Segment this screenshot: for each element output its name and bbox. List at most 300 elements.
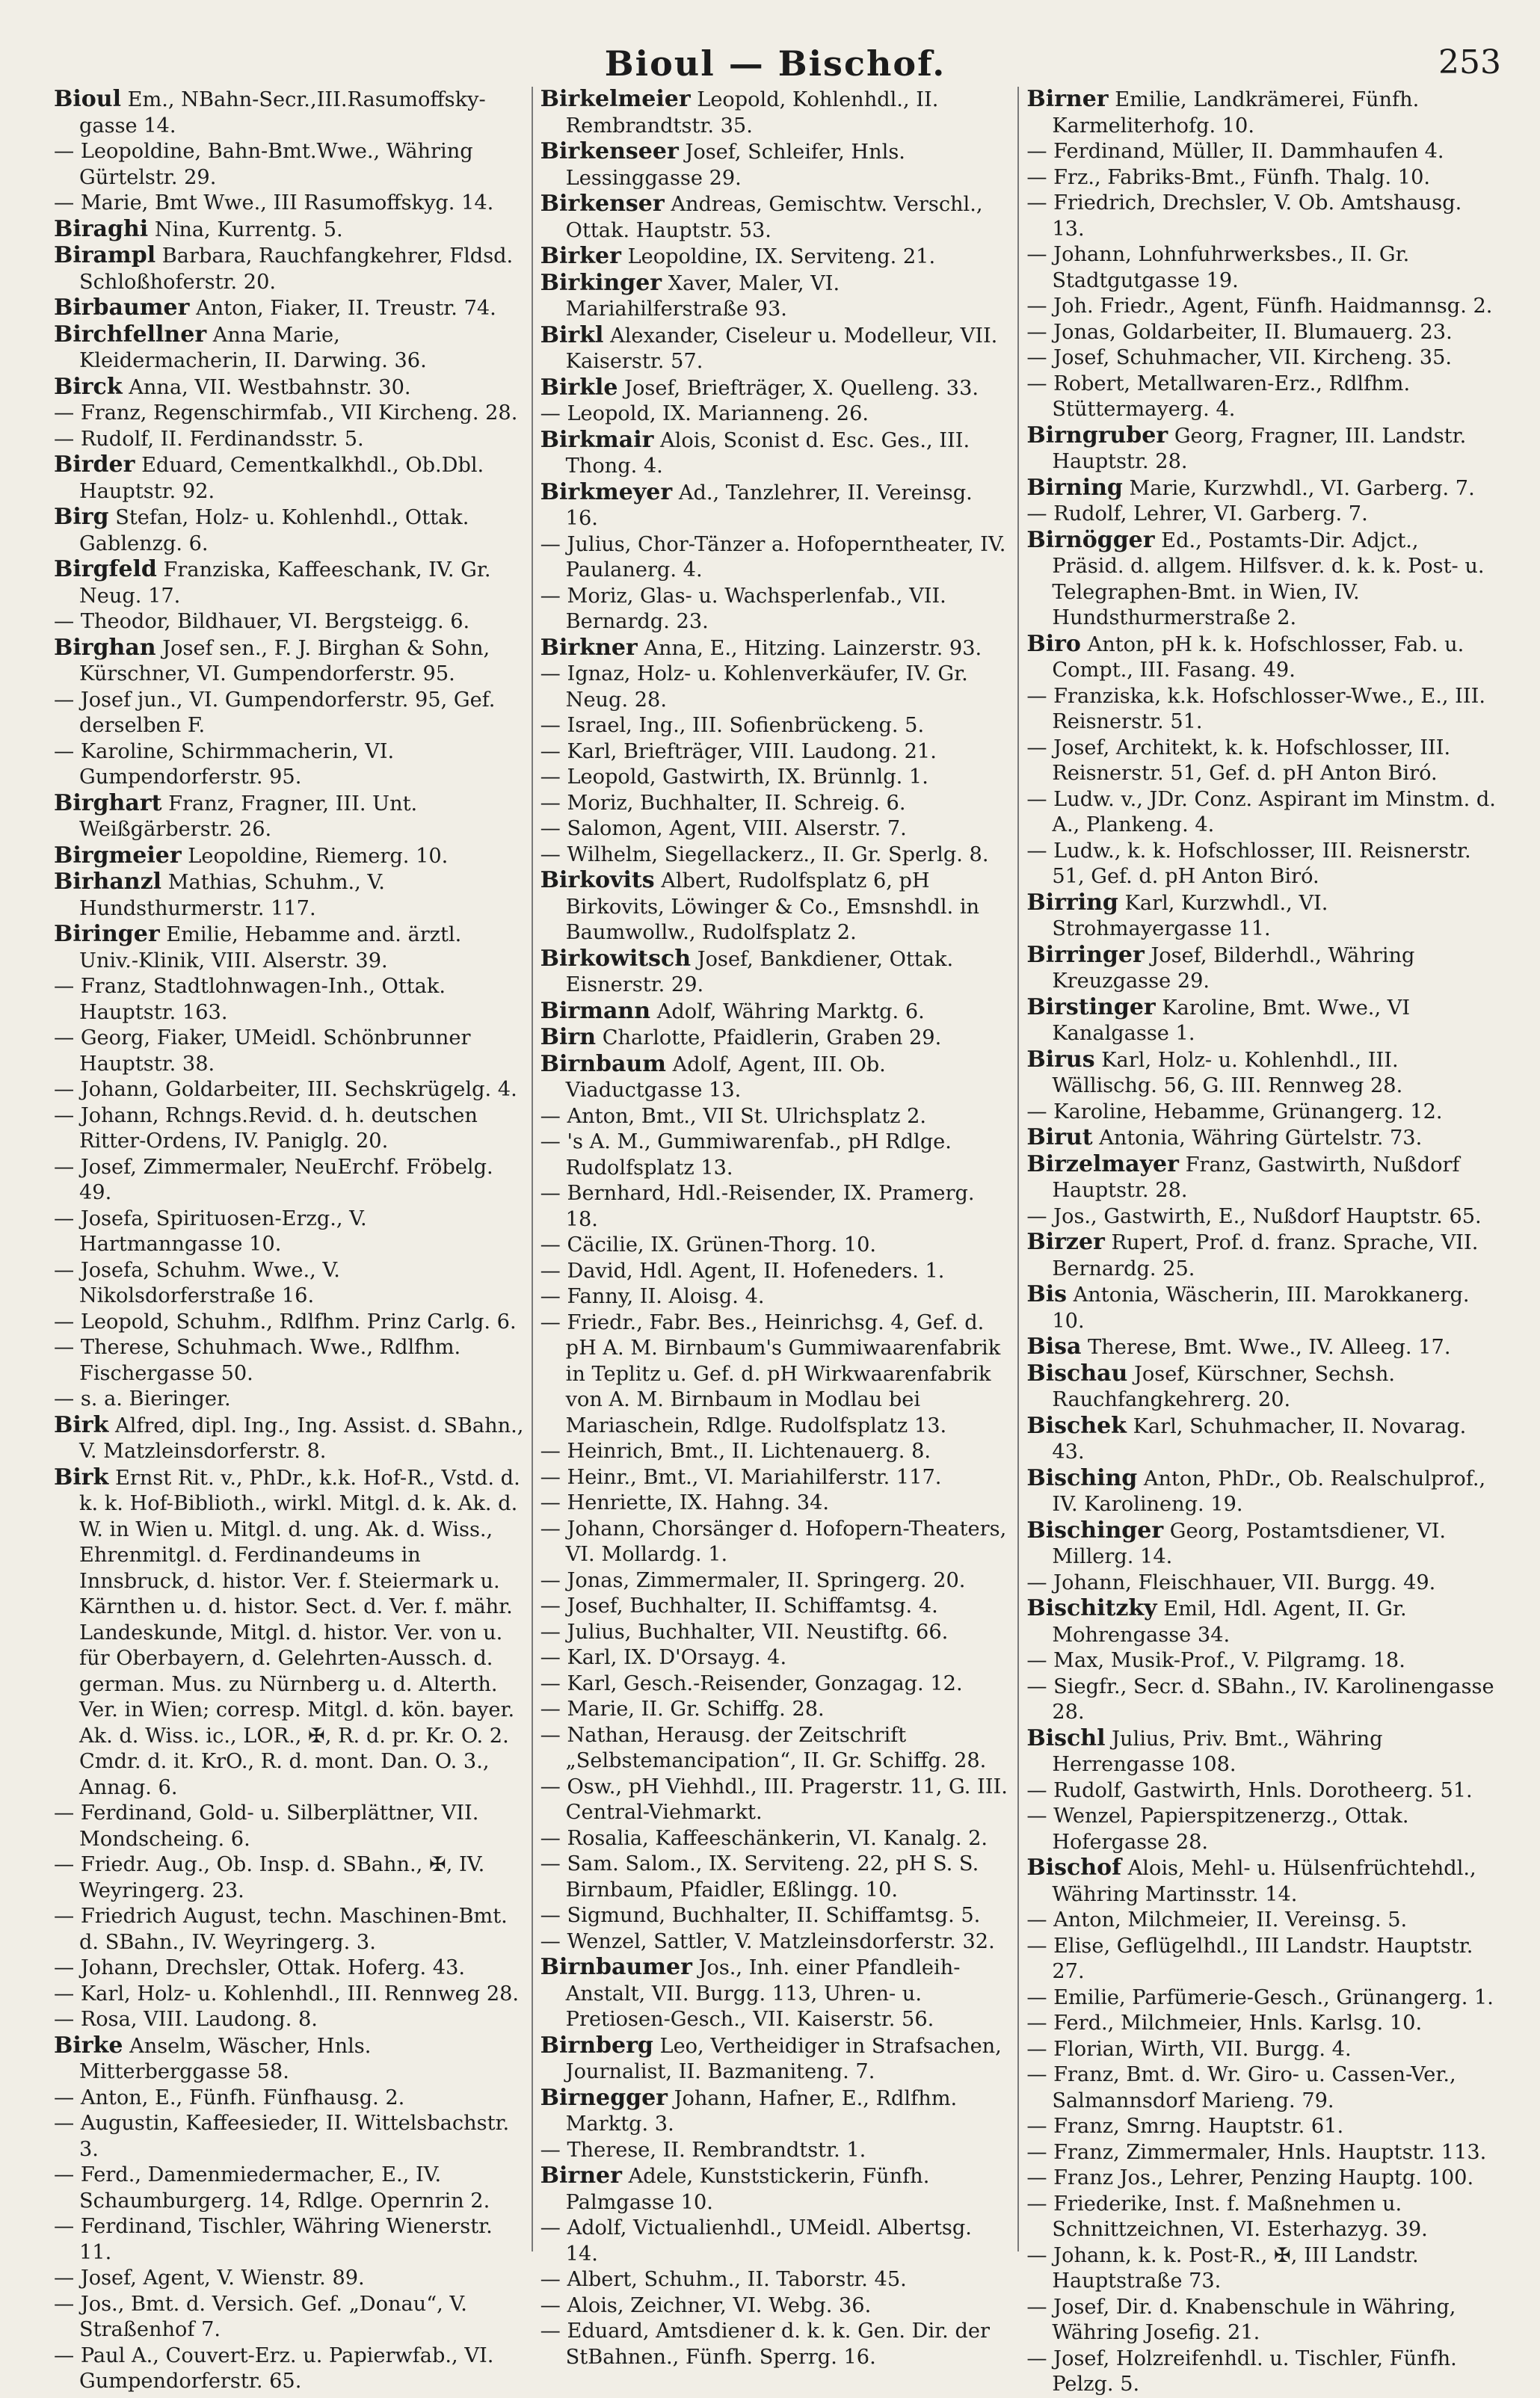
directory-entry bbox=[54, 1310, 524, 1336]
entry-text: — Josef, Buchhalter, II. Schiffamtsg. 4. bbox=[540, 1594, 938, 1618]
entry-text: — Bernhard, Hdl.-Reisender, IX. Pramerg. 18. bbox=[540, 1182, 975, 1231]
entry-text: — 's A. M., Gummiwarenfab., pH Rdlge. Rudolfsplatz 13. bbox=[540, 1130, 952, 1180]
directory-entry bbox=[1026, 684, 1497, 736]
entry-surname: Birchfellner bbox=[54, 321, 207, 348]
entry-text: — Siegfr., Secr. d. SBahn., IV. Karolinengasse 28. bbox=[1026, 1674, 1494, 1724]
directory-entry bbox=[540, 1310, 1011, 1440]
directory-entry bbox=[540, 87, 1011, 139]
entry-text: — Marie, II. Gr. Schiffg. 28. bbox=[540, 1698, 825, 1721]
entry-text: — Julius, Chor-Tänzer a. Hofoperntheater, IV. Paulanerg. 4. bbox=[540, 532, 1006, 582]
entry-surname: Birringer bbox=[1026, 941, 1145, 968]
entry-text: — Fanny, II. Aloisg. 4. bbox=[540, 1285, 765, 1308]
entry-text: Josef sen., F. J. Birghan & Sohn, Kürschner, VI. Gumpendorferstr. 95. bbox=[79, 636, 490, 685]
directory-entry bbox=[1026, 1934, 1497, 1985]
entry-surname: Birngruber bbox=[1026, 422, 1168, 449]
entry-text: Anton, Fiaker, II. Treustr. 74. bbox=[189, 297, 496, 320]
entry-surname: Bischof bbox=[1026, 1855, 1121, 1881]
directory-entry bbox=[1026, 1855, 1497, 1908]
directory-entry bbox=[54, 869, 524, 922]
entry-surname: Birn bbox=[540, 1024, 597, 1050]
entry-text: — Friedrich August, techn. Maschinen-Bmt. d. SBahn., IV. Weyringerg. 3. bbox=[54, 1905, 508, 1954]
entry-text: — Moriz, Glas- u. Wachsperlenfab., VII. Bernardg. 23. bbox=[540, 584, 946, 633]
directory-entry bbox=[54, 791, 524, 843]
directory-entry bbox=[1026, 995, 1497, 1047]
entry-surname: Birkovits bbox=[540, 867, 655, 893]
entry-text: — Ignaz, Holz- u. Kohlenverkäufer, IV. Gr. Neug. 28. bbox=[540, 662, 968, 712]
directory-entry bbox=[1026, 2346, 1497, 2398]
directory-entry bbox=[540, 532, 1011, 584]
entry-text: — Israel, Ing., III. Sofienbrückeng. 5. bbox=[540, 714, 925, 737]
directory-entry bbox=[1026, 242, 1497, 294]
directory-entry bbox=[54, 1852, 524, 1904]
entry-surname: Birampl bbox=[54, 242, 156, 268]
entry-text: — Karl, Gesch.-Reisender, Gonzagag. 12. bbox=[540, 1671, 963, 1695]
entry-text: — Rudolf, Lehrer, VI. Garberg. 7. bbox=[1026, 502, 1368, 525]
entry-text: Anna, VII. Westbahnstr. 30. bbox=[122, 375, 411, 399]
directory-entry bbox=[540, 1826, 1011, 1852]
directory-entry bbox=[540, 401, 1011, 428]
entry-text: Josef, Bankdiener, Ottak. Eisnerstr. 29. bbox=[565, 947, 954, 996]
directory-entry bbox=[54, 2343, 524, 2395]
directory-entry bbox=[1026, 632, 1497, 684]
directory-entry bbox=[54, 1413, 524, 1465]
entry-text: — Georg, Fiaker, UMeidl. Schönbrunner Hauptstr. 38. bbox=[54, 1026, 471, 1076]
directory-entry bbox=[1026, 1908, 1497, 1934]
entry-text: — Cäcilie, IX. Grünen-Thorg. 10. bbox=[540, 1233, 877, 1257]
entry-text: — Elise, Geflügelhdl., III Landstr. Hauptstr. 27. bbox=[1026, 1934, 1473, 1983]
directory-entry bbox=[540, 1104, 1011, 1130]
entry-text: — Alois, Zeichner, VI. Webg. 36. bbox=[540, 2293, 872, 2317]
columns bbox=[46, 86, 1504, 2396]
entry-text: — Johann, Rchngs.Revid. d. h. deutschen Ritter-Ordens, IV. Paniglg. 20. bbox=[54, 1103, 478, 1153]
directory-entry bbox=[1026, 2011, 1497, 2037]
entry-text: Charlotte, Pfaidlerin, Graben 29. bbox=[596, 1026, 942, 1049]
directory-entry bbox=[1026, 528, 1497, 632]
directory-entry bbox=[540, 139, 1011, 191]
entry-text: — Rudolf, Gastwirth, Hnls. Dorotheerg. 51. bbox=[1026, 1778, 1473, 1802]
entry-text: Julius, Priv. Bmt., Währing Herrengasse 108. bbox=[1052, 1727, 1383, 1776]
directory-entry bbox=[1026, 87, 1497, 139]
entry-text: — Leopoldine, Bahn-Bmt.Wwe., Währing Gürtelstr. 29. bbox=[54, 140, 473, 189]
directory-entry bbox=[540, 2086, 1011, 2138]
entry-text: — Osw., pH Viehhdl., III. Pragerstr. 11, G. III. Central-Viehmarkt. bbox=[540, 1775, 1008, 1824]
entry-text: — Joh. Friedr., Agent, Fünfh. Haidmannsg. 2. bbox=[1026, 295, 1493, 318]
entry-text: Xaver, Maler, VI. Mariahilferstraße 93. bbox=[565, 271, 840, 321]
entry-text: — Heinrich, Bmt., II. Lichtenauerg. 8. bbox=[540, 1440, 931, 1463]
directory-entry bbox=[1026, 2140, 1497, 2166]
directory-entry bbox=[54, 1206, 524, 1258]
directory-entry bbox=[1026, 2295, 1497, 2346]
directory-entry bbox=[540, 1955, 1011, 2033]
entry-text: Franziska, Kaffeeschank, IV. Gr. Neug. 17. bbox=[79, 558, 491, 608]
entry-surname: Birnbaumer bbox=[540, 1954, 692, 1980]
entry-text: — Max, Musik-Prof., V. Pilgramg. 18. bbox=[1026, 1649, 1405, 1672]
entry-text: — Josef, Agent, V. Wienstr. 89. bbox=[54, 2266, 365, 2290]
directory-entry bbox=[540, 1284, 1011, 1310]
directory-entry bbox=[540, 480, 1011, 532]
entry-surname: Birnberg bbox=[540, 2032, 653, 2059]
entry-surname: Birning bbox=[1026, 474, 1123, 501]
entry-text: Em., NBahn-Secr.,III.Rasumoffsky-gasse 14. bbox=[79, 88, 486, 138]
entry-text: — Josefa, Spirituosen-Erzg., V. Hartmanngasse 10. bbox=[54, 1206, 367, 1256]
entry-text: — Franz, Bmt. d. Wr. Giro- u. Cassen-Ver., Salmannsdorf Marieng. 79. bbox=[1026, 2063, 1456, 2112]
entry-text: Adele, Kunststickerin, Fünfh. Palmgasse 10. bbox=[565, 2165, 930, 2214]
entry-surname: Biro bbox=[1026, 630, 1081, 657]
entry-surname: Birck bbox=[54, 373, 123, 400]
entry-surname: Birkmair bbox=[540, 426, 654, 453]
directory-entry bbox=[540, 635, 1011, 662]
directory-entry bbox=[540, 713, 1011, 739]
entry-text: — Ferd., Milchmeier, Hnls. Karlsg. 10. bbox=[1026, 2012, 1423, 2035]
entry-text: — Julius, Buchhalter, VII. Neustiftg. 66. bbox=[540, 1620, 949, 1644]
entry-surname: Birgmeier bbox=[54, 842, 182, 869]
directory-entry bbox=[54, 2007, 524, 2033]
entry-text: Antonia, Wäscherin, III. Marokkanerg. 10. bbox=[1052, 1283, 1470, 1333]
directory-entry bbox=[1026, 1100, 1497, 1126]
entry-text: Stefan, Holz- u. Kohlenhdl., Ottak. Gablenzg. 6. bbox=[79, 506, 469, 555]
directory-entry bbox=[1026, 1230, 1497, 1282]
entry-text: Karl, Holz- u. Kohlenhdl., III. Wällischg. 56, G. III. Rennweg 28. bbox=[1052, 1048, 1403, 1097]
directory-entry bbox=[54, 1982, 524, 2008]
entry-text: — Jos., Gastwirth, E., Nußdorf Hauptstr. 65. bbox=[1026, 1204, 1482, 1228]
entry-text: Emilie, Hebamme and. ärztl. Univ.-Klinik, VIII. Alserstr. 39. bbox=[79, 923, 462, 973]
directory-entry bbox=[54, 1955, 524, 1982]
directory-entry bbox=[1026, 1674, 1497, 1726]
directory-entry bbox=[54, 375, 524, 401]
directory-entry bbox=[1026, 1518, 1497, 1571]
entry-text: — Jonas, Zimmermaler, II. Springerg. 20. bbox=[540, 1568, 966, 1592]
directory-entry bbox=[540, 662, 1011, 713]
entry-text: — Salomon, Agent, VIII. Alserstr. 7. bbox=[540, 817, 907, 840]
directory-entry bbox=[54, 922, 524, 974]
entry-text: Mathias, Schuhm., V. Hundsthurmerstr. 117. bbox=[79, 871, 385, 920]
entry-text: — Anton, E., Fünfh. Fünfhausg. 2. bbox=[54, 2086, 405, 2109]
directory-entry bbox=[54, 635, 524, 688]
entry-surname: Birk bbox=[54, 1464, 109, 1491]
entry-surname: Birzelmayer bbox=[1026, 1150, 1179, 1177]
entry-text: Alois, Sconist d. Esc. Ges., III. Thong. 4. bbox=[565, 428, 970, 478]
entry-surname: Birkenser bbox=[540, 191, 665, 217]
entry-text: Georg, Fragner, III. Landstr. Hauptstr. 28. bbox=[1052, 424, 1467, 473]
entry-text: — Florian, Wirth, VII. Burgg. 4. bbox=[1026, 2037, 1352, 2061]
directory-entry bbox=[1026, 165, 1497, 191]
directory-entry bbox=[1026, 2166, 1497, 2192]
entry-text: — Emilie, Parfümerie-Gesch., Grünangerg. 1. bbox=[1026, 1985, 1494, 2009]
entry-surname: Birke bbox=[54, 2032, 123, 2059]
entry-text: Anton, PhDr., Ob. Realschulprof., IV. Karolineng. 19. bbox=[1052, 1467, 1486, 1516]
directory-entry bbox=[1026, 943, 1497, 995]
entry-surname: Bisa bbox=[1026, 1334, 1082, 1360]
entry-text: Franz, Fragner, III. Unt. Weißgärberstr. 26. bbox=[79, 792, 418, 841]
directory-entry bbox=[1026, 294, 1497, 320]
entry-text: — Franz, Regenschirmfab., VII Kircheng. 28. bbox=[54, 401, 518, 425]
directory-entry bbox=[1026, 736, 1497, 787]
entry-surname: Birstinger bbox=[1026, 993, 1156, 1020]
entry-text: — Ferdinand, Tischler, Währing Wienerstr. 11. bbox=[54, 2215, 493, 2264]
entry-text: — Johann, Chorsänger d. Hofopern-Theaters, VI. Mollardg. 1. bbox=[540, 1517, 1007, 1566]
directory-entry bbox=[540, 244, 1011, 271]
entry-text: Josef, Briefträger, X. Quelleng. 33. bbox=[617, 376, 979, 400]
directory-entry bbox=[54, 1904, 524, 1955]
page-number: 253 bbox=[1438, 43, 1501, 81]
entry-text: — Wenzel, Sattler, V. Matzleinsdorferstr. 32. bbox=[540, 1929, 995, 1953]
entry-text: — Ludw., k. k. Hofschlosser, III. Reisnerstr. 51, Gef. d. pH Anton Biró. bbox=[1026, 839, 1471, 888]
directory-entry bbox=[54, 1155, 524, 1206]
entry-text: Josef, Bilderhdl., Währing Kreuzgasse 29. bbox=[1052, 943, 1415, 993]
directory-entry bbox=[1026, 1361, 1497, 1414]
entry-text: — Karl, IX. D'Orsayg. 4. bbox=[540, 1646, 787, 1669]
directory-entry bbox=[54, 2111, 524, 2163]
directory-entry bbox=[540, 1233, 1011, 1259]
directory-entry bbox=[54, 2266, 524, 2292]
directory-entry bbox=[54, 191, 524, 217]
entry-surname: Birghart bbox=[54, 789, 162, 816]
directory-entry bbox=[540, 428, 1011, 480]
directory-entry bbox=[1026, 2114, 1497, 2140]
directory-entry bbox=[1026, 1125, 1497, 1152]
directory-entry bbox=[54, 401, 524, 427]
directory-entry bbox=[540, 271, 1011, 323]
entry-surname: Birbaumer bbox=[54, 295, 190, 321]
directory-entry bbox=[540, 1491, 1011, 1517]
entry-surname: Birnbaum bbox=[540, 1050, 667, 1077]
directory-entry bbox=[540, 2319, 1011, 2370]
entry-text: — Franz, Zimmermaler, Hnls. Hauptstr. 113. bbox=[1026, 2140, 1487, 2164]
entry-text: — David, Hdl. Agent, II. Hofeneders. 1. bbox=[540, 1259, 945, 1283]
entry-text: — Karl, Holz- u. Kohlenhdl., III. Rennweg 28. bbox=[54, 1982, 520, 2006]
entry-text: — Theodor, Bildhauer, VI. Bergsteigg. 6. bbox=[54, 610, 470, 633]
directory-entry bbox=[1026, 1334, 1497, 1361]
entry-text: Eduard, Cementkalkhdl., Ob.Dbl. Hauptstr. 92. bbox=[79, 454, 484, 503]
entry-text: — Johann, Goldarbeiter, III. Sechskrügelg. 4. bbox=[54, 1078, 517, 1101]
directory-entry bbox=[1026, 2037, 1497, 2063]
directory-entry bbox=[540, 1775, 1011, 1826]
directory-entry bbox=[54, 1335, 524, 1387]
entry-surname: Birkl bbox=[540, 321, 604, 348]
directory-entry bbox=[1026, 475, 1497, 502]
entry-text: — Johann, k. k. Post-R., ✠, III Landstr. Hauptstraße 73. bbox=[1026, 2243, 1419, 2293]
entry-surname: Birner bbox=[1026, 86, 1109, 112]
entry-surname: Birk bbox=[54, 1411, 109, 1438]
directory-entry bbox=[540, 1568, 1011, 1594]
entry-text: — Friedr. Aug., Ob. Insp. d. SBahn., ✠, IV. Weyringerg. 23. bbox=[54, 1853, 485, 1902]
entry-text: Anna, E., Hitzing. Lainzerstr. 93. bbox=[637, 636, 982, 660]
entry-surname: Birkner bbox=[540, 634, 638, 661]
entry-text: — Ferdinand, Gold- u. Silberplättner, VII. Mondscheing. 6. bbox=[54, 1801, 479, 1851]
entry-text: — Johann, Fleischhauer, VII. Burgg. 49. bbox=[1026, 1571, 1436, 1594]
entry-text: — Robert, Metallwaren-Erz., Rdlfhm. Stüttermayerg. 4. bbox=[1026, 372, 1411, 421]
entry-surname: Birkle bbox=[540, 374, 618, 401]
directory-entry bbox=[540, 1620, 1011, 1646]
entry-text: — Karoline, Hebamme, Grünangerg. 12. bbox=[1026, 1100, 1443, 1124]
entry-text: — s. a. Bieringer. bbox=[54, 1387, 231, 1411]
entry-text: Andreas, Gemischtw. Verschl., Ottak. Hauptstr. 53. bbox=[565, 193, 983, 242]
entry-text: Karoline, Bmt. Wwe., VI Kanalgasse 1. bbox=[1052, 996, 1411, 1045]
directory-entry bbox=[540, 1052, 1011, 1104]
entry-text: — Johann, Drechsler, Ottak. Hoferg. 43. bbox=[54, 1956, 466, 1979]
directory-entry bbox=[54, 557, 524, 609]
entry-text: — Josefa, Schuhm. Wwe., V. Nikolsdorferstraße 16. bbox=[54, 1258, 340, 1307]
directory-entry bbox=[54, 427, 524, 453]
directory-entry bbox=[1026, 1466, 1497, 1518]
entry-surname: Bischinger bbox=[1026, 1517, 1164, 1544]
directory-entry bbox=[1026, 345, 1497, 372]
entry-text: — Eduard, Amtsdiener d. k. k. Gen. Dir. der StBahnen., Fünfh. Sperrg. 16. bbox=[540, 2320, 990, 2369]
directory-entry bbox=[54, 1026, 524, 1077]
entry-text: — Jos., Bmt. d. Versich. Gef. „Donau“, V. Straßenhof 7. bbox=[54, 2292, 467, 2341]
entry-text: — Jonas, Goldarbeiter, II. Blumauerg. 23. bbox=[1026, 320, 1453, 344]
entry-surname: Bischek bbox=[1026, 1412, 1127, 1439]
column-2 bbox=[532, 86, 1018, 2369]
directory-entry bbox=[540, 765, 1011, 791]
entry-surname: Birner bbox=[540, 2163, 622, 2189]
directory-entry bbox=[54, 2086, 524, 2112]
entry-text: — Friedr., Fabr. Bes., Heinrichsg. 4, Gef. d. pH A. M. Birnbaum's Gummiwaarenfabrik in Teplitz u. Gef. d. pH Wirkwaarenfabrik von A. M. Birnbaum in Modlau bei Mariaschein, Rdlge. Rudolfsplatz 13. bbox=[540, 1310, 1001, 1437]
directory-entry bbox=[54, 243, 524, 295]
directory-entry bbox=[1026, 2243, 1497, 2295]
directory-entry bbox=[540, 191, 1011, 244]
entry-text: Anselm, Wäscher, Hnls. Mitterberggasse 58. bbox=[79, 2034, 372, 2083]
entry-text: — Ferdinand, Müller, II. Dammhaufen 4. bbox=[1026, 140, 1444, 163]
directory-entry bbox=[540, 999, 1011, 1026]
directory-entry bbox=[54, 217, 524, 244]
entry-text: Nina, Kurrentg. 5. bbox=[148, 218, 343, 241]
entry-text: — Josef, Schuhmacher, VII. Kircheng. 35. bbox=[1026, 346, 1453, 369]
entry-text: — Josef, Holzreifenhdl. u. Tischler, Fünfh. Pelzg. 5. bbox=[1026, 2346, 1457, 2396]
entry-text: — Josef jun., VI. Gumpendorferstr. 95, Gef. derselben F. bbox=[54, 688, 496, 737]
directory-entry bbox=[1026, 1152, 1497, 1204]
entry-text: Ed., Postamts-Dir. Adjct., Präsid. d. allgem. Hilfsver. d. k. k. Post- u. Telegraphen-Bmt. in Wien, IV. Hundsthurmerstraße 2. bbox=[1052, 528, 1485, 629]
directory-entry bbox=[54, 1465, 524, 1801]
directory-entry bbox=[1026, 191, 1497, 242]
directory-entry bbox=[1026, 423, 1497, 475]
directory-entry bbox=[1026, 139, 1497, 165]
directory-entry bbox=[540, 1025, 1011, 1052]
entry-surname: Birgfeld bbox=[54, 556, 157, 582]
directory-entry bbox=[540, 584, 1011, 635]
directory-entry bbox=[1026, 1282, 1497, 1334]
entry-text: — Friederike, Inst. f. Maßnehmen u. Schnittzeichnen, VI. Esterhazyg. 39. bbox=[1026, 2192, 1428, 2241]
entry-text: Alexander, Ciseleur u. Modelleur, VII. Kaiserstr. 57. bbox=[565, 324, 998, 373]
directory-entry bbox=[540, 1697, 1011, 1723]
entry-surname: Birker bbox=[540, 243, 621, 269]
directory-entry bbox=[1026, 1985, 1497, 2012]
directory-entry bbox=[1026, 1804, 1497, 1855]
entry-surname: Bischau bbox=[1026, 1360, 1128, 1387]
entry-text: — Friedrich, Drechsler, V. Ob. Amtshausg. 13. bbox=[1026, 191, 1462, 241]
directory-entry bbox=[54, 688, 524, 739]
entry-text: — Josef, Architekt, k. k. Hofschlosser, III. Reisnerstr. 51, Gef. d. pH Anton Biró. bbox=[1026, 736, 1451, 785]
entry-surname: Bischitzky bbox=[1026, 1595, 1157, 1621]
entry-text: Emilie, Landkrämerei, Fünfh. Karmeliterhofg. 10. bbox=[1052, 88, 1420, 138]
entry-text: Josef, Schleifer, Hnls. Lessinggasse 29. bbox=[565, 141, 905, 190]
entry-text: Leopold, Kohlenhdl., II. Rembrandtstr. 35. bbox=[565, 88, 939, 138]
directory-entry bbox=[54, 2292, 524, 2343]
directory-entry bbox=[1026, 1414, 1497, 1466]
entry-text: Josef, Kürschner, Sechsh. Rauchfangkehrerg. 20. bbox=[1052, 1362, 1396, 1411]
entry-surname: Birg bbox=[54, 504, 109, 530]
entry-text: Anton, pH k. k. Hofschlosser, Fab. u. Compt., III. Fasang. 49. bbox=[1052, 632, 1464, 682]
entry-text: — Ludw. v., JDr. Conz. Aspirant im Minstm. d. A., Plankeng. 4. bbox=[1026, 787, 1496, 836]
directory-entry bbox=[54, 2033, 524, 2086]
directory-entry bbox=[540, 1439, 1011, 1465]
entry-text: — Augustin, Kaffeesieder, II. Wittelsbachstr. 3. bbox=[54, 2112, 510, 2161]
entry-text: Marie, Kurzwhdl., VI. Garberg. 7. bbox=[1122, 476, 1475, 500]
entry-text: — Karl, Briefträger, VIII. Laudong. 21. bbox=[540, 739, 937, 763]
directory-entry bbox=[1026, 1726, 1497, 1778]
directory-entry bbox=[540, 946, 1011, 999]
entry-text: — Josef, Zimmermaler, NeuErchf. Fröbelg. 49. bbox=[54, 1155, 493, 1204]
entry-text: Leopoldine, Riemerg. 10. bbox=[181, 844, 449, 868]
directory-entry bbox=[540, 2267, 1011, 2293]
page-title: Bioul — Bischof. bbox=[604, 43, 946, 84]
entry-text: — Franz, Smrng. Hauptstr. 61. bbox=[1026, 2115, 1344, 2138]
entry-surname: Bioul bbox=[54, 86, 121, 112]
entry-text: Georg, Postamtsdiener, VI. Millerg. 14. bbox=[1052, 1519, 1447, 1568]
entry-text: Anna Marie, Kleidermacherin, II. Darwing. 36. bbox=[79, 323, 427, 372]
entry-surname: Birnögger bbox=[1026, 526, 1155, 553]
entry-surname: Birut bbox=[1026, 1124, 1093, 1150]
entry-text: Franz, Gastwirth, Nußdorf Hauptstr. 28. bbox=[1052, 1153, 1460, 1202]
directory-entry bbox=[1026, 1571, 1497, 1597]
directory-entry bbox=[54, 1801, 524, 1852]
directory-entry bbox=[54, 843, 524, 870]
directory-entry bbox=[540, 1852, 1011, 1903]
directory-entry bbox=[540, 739, 1011, 765]
entry-text: — Paul A., Couvert-Erz. u. Papierwfab., VI. Gumpendorferstr. 65. bbox=[54, 2343, 494, 2393]
directory-entry bbox=[540, 1723, 1011, 1775]
entry-text: — Sigmund, Buchhalter, II. Schiffamtsg. 5. bbox=[540, 1904, 981, 1927]
entry-text: — Anton, Milchmeier, II. Vereinsg. 5. bbox=[1026, 1908, 1408, 1932]
entry-text: — Moriz, Buchhalter, II. Schreig. 6. bbox=[540, 791, 906, 815]
entry-text: — Rudolf, II. Ferdinandsstr. 5. bbox=[54, 427, 364, 451]
directory-entry bbox=[54, 139, 524, 191]
directory-entry bbox=[540, 2138, 1011, 2164]
entry-text: — Leopold, Gastwirth, IX. Brünnlg. 1. bbox=[540, 765, 928, 789]
entry-text: — Josef, Dir. d. Knabenschule in Währing, Währing Josefig. 21. bbox=[1026, 2295, 1456, 2344]
entry-text: Karl, Kurzwhdl., VI. Strohmayergasse 11. bbox=[1052, 891, 1328, 940]
directory-entry bbox=[54, 609, 524, 635]
directory-entry bbox=[54, 1103, 524, 1155]
entry-text: — Albert, Schuhm., II. Taborstr. 45. bbox=[540, 2268, 907, 2291]
column-3 bbox=[1017, 86, 1504, 2396]
directory-entry bbox=[540, 1465, 1011, 1491]
entry-surname: Birkmeyer bbox=[540, 478, 673, 505]
directory-entry bbox=[540, 2163, 1011, 2216]
entry-text: Ernst Rit. v., PhDr., k.k. Hof-R., Vstd. d. k. k. Hof-Biblioth., wirkl. Mitgl. d. k. Ak. d. W. in Wien u. Mitgl. d. ung. Ak. d. Wiss., Ehrenmitgl. d. Ferdinandeums in Innsbruck, d. histor. Ver. f. Steiermark u. Kärnthen u. d. histor. Sect. d. Ver. f. mähr. Landeskunde, Mitgl. d. histor. Ver. von u. für Oberbayern, d. Gelehrten-Aussch. d. german. Mus. zu Nürnberg u. d. Alterth. Ver. in Wien; corresp. Mitgl. d. kön. bayer. Ak. d. Wiss. ic., LOR., ✠, R. d. pr. Kr. O. 2. Cmdr. d. it. KrO., R. d. mont. Dan. O. 3., Annag. 6. bbox=[79, 1466, 520, 1799]
entry-text: Karl, Schuhmacher, II. Novarag. 43. bbox=[1052, 1414, 1467, 1464]
directory-entry bbox=[1026, 890, 1497, 943]
directory-entry bbox=[54, 322, 524, 375]
entry-text: — Rosalia, Kaffeeschänkerin, VI. Kanalg. 2. bbox=[540, 1826, 988, 1850]
entry-surname: Birring bbox=[1026, 889, 1118, 916]
entry-text: Alois, Mehl- u. Hülsenfrüchtehdl., Währing Martinsstr. 14. bbox=[1052, 1857, 1476, 1906]
entry-text: — Rosa, VIII. Laudong. 8. bbox=[54, 2008, 318, 2031]
entry-text: — Marie, Bmt Wwe., III Rasumoffskyg. 14. bbox=[54, 191, 494, 215]
directory-entry bbox=[540, 2216, 1011, 2267]
entry-surname: Birghan bbox=[54, 634, 156, 661]
directory-entry bbox=[540, 1645, 1011, 1671]
entry-text: Antonia, Währing Gürtelstr. 73. bbox=[1092, 1126, 1423, 1150]
entry-text: Rupert, Prof. d. franz. Sprache, VII. Bernardg. 25. bbox=[1052, 1231, 1479, 1280]
entry-text: — Therese, Schuhmach. Wwe., Rdlfhm. Fischergasse 50. bbox=[54, 1336, 461, 1385]
entry-text: — Leopold, IX. Marianneng. 26. bbox=[540, 402, 869, 425]
directory-entry bbox=[540, 1671, 1011, 1698]
entry-text: Barbara, Rauchfangkehrer, Fldsd. Schloßhoferstr. 20. bbox=[79, 244, 514, 294]
directory-entry bbox=[1026, 787, 1497, 839]
column-1 bbox=[46, 86, 532, 2393]
directory-entry bbox=[1026, 1204, 1497, 1230]
